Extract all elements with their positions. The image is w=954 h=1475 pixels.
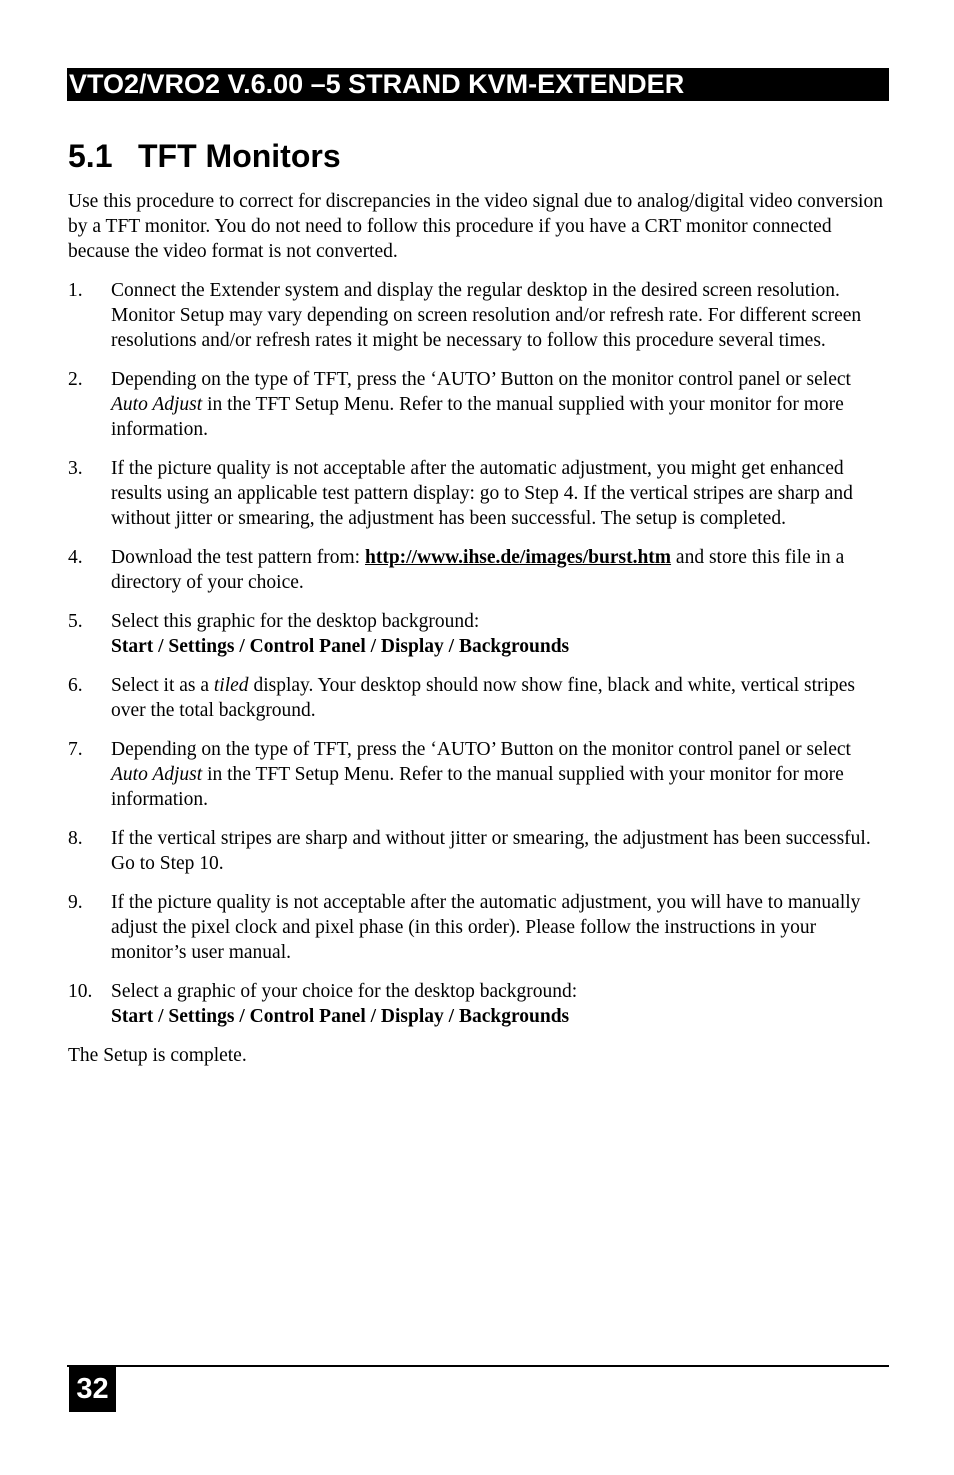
menu-path: Start / Settings / Control Panel / Display / Backgrounds [111,1006,570,1027]
step-4 [68,545,888,595]
intro-paragraph: Use this procedure to correct for discrepancies in the video signal due to analog/digital video conversion by a TFT monitor. You do not need to follow this procedure if you have a CRT monitor connected because the video format is not converted. [68,191,883,262]
step-number: 2. [68,369,83,390]
step-text: Select a graphic of your choice for the desktop background: [111,981,578,1002]
step-text: If the picture quality is not acceptable after the automatic adjustment, you might get enhanced results using an applicable test pattern display: go to Step 4. If the vertical stripes are sharp and without jitter or smearing, the adjustment has been successful. The setup is completed. [111,458,853,529]
step-text: display. Your desktop should now show fine, black and white, vertical stripes over the total background. [111,675,855,721]
step-number: 7. [68,739,83,760]
step-10 [68,979,888,1029]
body-content [68,189,888,1068]
page-number: 32 [69,1367,116,1412]
step-6 [68,673,888,723]
step-text: Select this graphic for the desktop background: [111,611,480,632]
step-emphasis: Auto Adjust [111,764,203,785]
step-emphasis: tiled [213,675,249,696]
section-heading [68,134,341,178]
menu-path: Start / Settings / Control Panel / Display / Backgrounds [111,636,570,657]
step-text: Select it as a [111,675,214,696]
step-number: 8. [68,828,83,849]
step-text: Depending on the type of TFT, press the ‘AUTO’ Button on the monitor control panel or select [111,369,851,390]
step-text: Connect the Extender system and display the regular desktop in the desired screen resolution. Monitor Setup may vary depending on screen resolution and/or refresh rate. For different screen resolutions and/or refresh rates it might be necessary to follow this procedure several times. [111,280,862,351]
step-number: 4. [68,547,83,568]
step-number: 3. [68,458,83,479]
step-text: in the TFT Setup Menu. Refer to the manual supplied with your monitor for more information. [111,764,844,810]
section-number: 5.1 [68,138,113,174]
step-text: and store this file in a directory of your choice. [111,547,845,593]
step-text: If the vertical stripes are sharp and without jitter or smearing, the adjustment has been successful. Go to Step 10. [111,828,871,874]
running-header: VTO2/VRO2 V.6.00 –5 STRAND KVM-EXTENDER [67,68,889,101]
step-8 [68,826,888,876]
step-9 [68,890,888,965]
step-text: Download the test pattern from: [111,547,365,568]
step-3 [68,456,888,531]
step-text: Depending on the type of TFT, press the ‘AUTO’ Button on the monitor control panel or select [111,739,851,760]
step-number: 5. [68,611,83,632]
step-1 [68,278,888,353]
procedure-steps [68,278,888,1029]
step-text: If the picture quality is not acceptable after the automatic adjustment, you will have to manually adjust the pixel clock and pixel phase (in this order). Please follow the instructions in your monitor’s user manual. [111,892,861,963]
step-5 [68,609,888,659]
step-number: 1. [68,280,83,301]
test-pattern-link[interactable]: http://www.ihse.de/images/burst.htm [364,547,672,568]
section-title-text: TFT Monitors [138,138,341,174]
closing-paragraph: The Setup is complete. [68,1045,247,1066]
footer-divider [67,1365,889,1367]
step-number: 6. [68,675,83,696]
step-2 [68,367,888,442]
step-number: 9. [68,892,83,913]
step-emphasis: Auto Adjust [111,394,203,415]
step-number: 10. [68,981,93,1002]
step-7 [68,737,888,812]
step-text: in the TFT Setup Menu. Refer to the manual supplied with your monitor for more information. [111,394,844,440]
